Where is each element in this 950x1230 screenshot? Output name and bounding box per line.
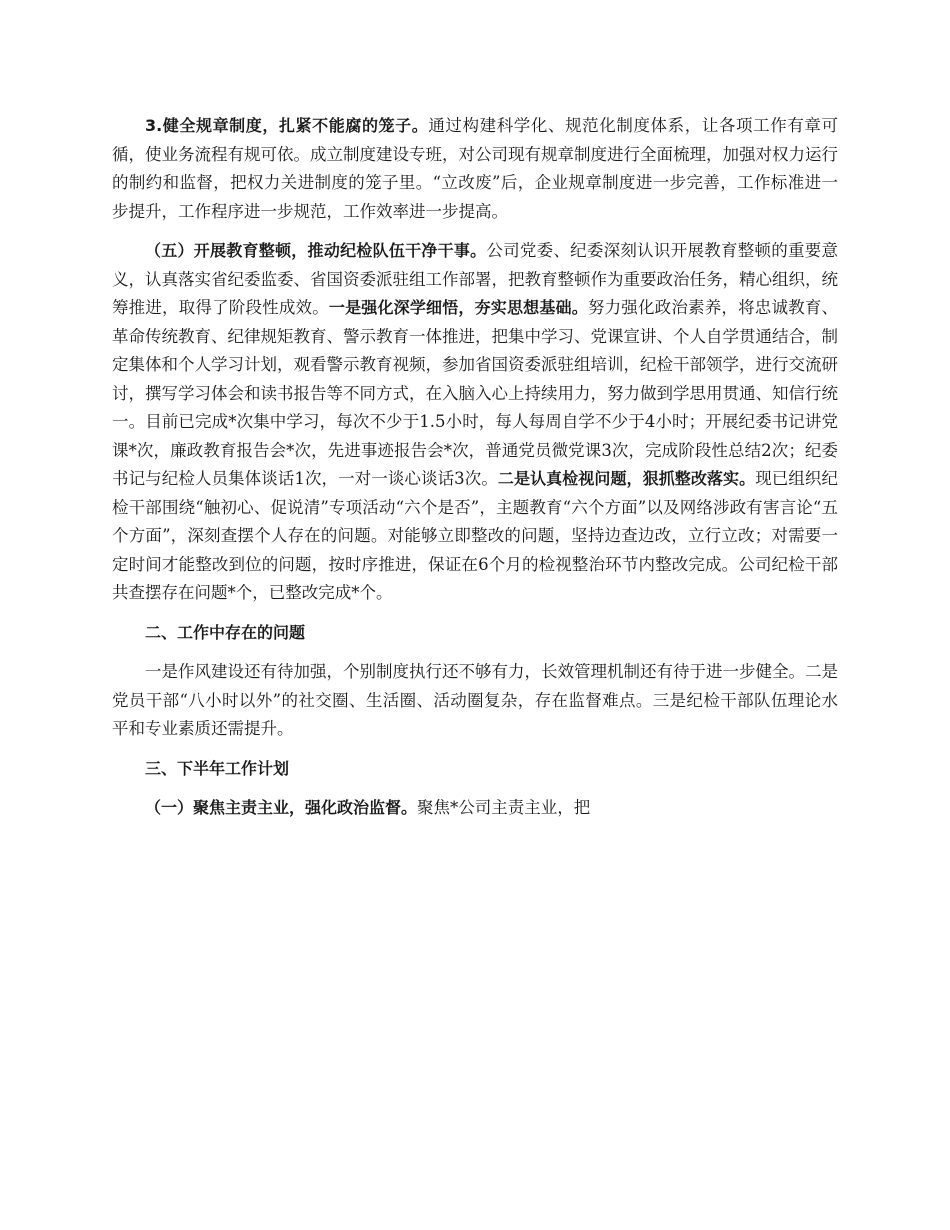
paragraph-problems: 一是作风建设还有待加强，个别制度执行还不够有力，长效管理机制还有待于进一步健全。二是党员干部“八小时以外”的社交圈、生活圈、活动圈复杂，存在监督难点。三是纪检干部队伍理论水平和专业素质还需提升。 bbox=[112, 662, 838, 738]
paragraph-body: 现已组织纪检干部围绕“触初心、促说清”专项活动“六个是否”，主题教育“六个方面”以及网络涉政有害言论“五个方面”，深刻查摆个人存在的问题。对能够立即整改的问题，坚持边查边改，立行立改；对需要一定时间才能整改到位的问题，按时序推进，保证在6个月的检视整治环节内整改完成。公司纪检干部共查摆存在问题*个，已整改完成*个。 bbox=[112, 469, 839, 602]
paragraph-education-rectification bbox=[112, 237, 838, 608]
section-heading-problems: 二、工作中存在的问题 bbox=[145, 622, 306, 642]
paragraph-lead-heading: （一）聚焦主责主业，强化政治监督。 bbox=[145, 798, 418, 817]
paragraph-body: 公司党委、纪委深刻认识开展教育整顿的重要意义，认真落实省纪委监委、省国资委派驻组工作部署，把教育整顿作为重要政治任务，精心组织，统筹推进，取得了阶段性成效。 bbox=[112, 241, 838, 317]
paragraph-inline-heading: 一是强化深学细悟，夯实思想基础。 bbox=[328, 298, 588, 317]
paragraph-lead-heading: （五）开展教育整顿，推动纪检队伍干净干事。 bbox=[145, 241, 487, 260]
paragraph-body: 努力强化政治素养，将忠诚教育、革命传统教育、纪律规矩教育、警示教育一体推进，把集中学习、党课宣讲、个人自学贯通结合，制定集体和个人学习计划，观看警示教育视频，参加省国资委派驻组培训，纪检干部领学，进行交流研讨，撰写学习体会和读书报告等不同方式，在入脑入心上持续用力，努力做到学思用贯通、知信行统一。目前已完成*次集中学习，每次不少于1.5小时，每人每周自学不少于4小时；开展纪委书记讲党课*次，廉政教育报告会*次，先进事迹报告会*次，普通党员微党课3次，完成阶段性总结2次；纪委书记与纪检人员集体谈话1次，一对一谈心谈话3次。 bbox=[112, 298, 839, 488]
paragraph-body: 通过构建科学化、规范化制度体系，让各项工作有章可循，使业务流程有规可依。成立制度建设专班，对公司现有规章制度进行全面梳理，加强对权力运行的制约和监督，把权力关进制度的笼子里。“立改废”后，企业规章制度进一步完善，工作标准进一步提升，工作程序进一步规范，工作效率进一步提高。 bbox=[112, 116, 839, 221]
paragraph-body: 聚焦*公司主责主业，把 bbox=[417, 798, 591, 817]
paragraph-plan-first bbox=[112, 794, 838, 823]
paragraph-lead-heading: 3.健全规章制度，扎紧不能腐的笼子。 bbox=[145, 116, 429, 135]
paragraph-rules-system bbox=[112, 112, 838, 226]
section-heading-plan: 三、下半年工作计划 bbox=[145, 758, 290, 778]
paragraph-inline-heading: 二是认真检视问题，狠抓整改落实。 bbox=[497, 469, 756, 488]
